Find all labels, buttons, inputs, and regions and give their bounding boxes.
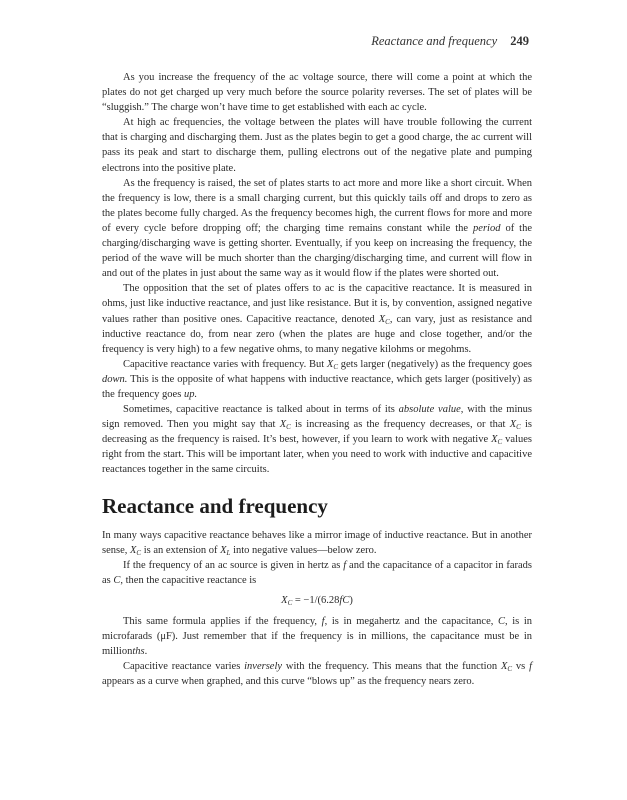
paragraph-3-text-b: of the charging/discharging wave is getting shorter. Eventually, if you keep on increasing the frequency, the period of the wave will be much shorter than the charging/discharging time, and current will flow in and out of the plates in just about the same way as it would flow if the plates were shorted out. xyxy=(102,222,532,280)
section-paragraph-4-text-d: appears as a curve when graphed, and this curve “blows up” as the frequency nears zero. xyxy=(102,676,475,688)
section-paragraph-1 xyxy=(102,528,532,558)
emphasis-period: period xyxy=(473,222,501,234)
page-number: 249 xyxy=(510,34,529,48)
section-paragraph-4-text-c: vs xyxy=(512,661,530,673)
symbol-xc: $X_C$ xyxy=(378,313,390,326)
section-paragraph-2-text-c: , then the capacitive reactance is xyxy=(120,574,257,586)
section-paragraph-1-text-b: is an extension of xyxy=(141,544,221,556)
paragraph-5-text-a: Capacitive reactance varies with frequency. But xyxy=(123,358,327,370)
section-paragraph-3 xyxy=(102,614,532,659)
section-paragraph-2 xyxy=(102,558,532,588)
section-paragraph-4 xyxy=(102,659,532,689)
paragraph-6-text-b: with the minus sign removed. Then you might say that xyxy=(102,404,532,431)
body-text xyxy=(102,70,532,689)
symbol-xc: $X_C$ xyxy=(281,594,293,607)
symbol-f: f xyxy=(343,559,347,571)
paragraph-4 xyxy=(102,281,532,356)
paragraph-2: At high ac frequencies, the voltage between the plates will have trouble following the current that is charging and discharging them. Just as the plates begin to get a good charge, the ac current will pass its peak and start to discharge them, pulling electrons out of the negative plate and pumping electrons into the positive plate. xyxy=(102,117,532,174)
paragraph-1: As you increase the frequency of the ac voltage source, there will come a point at which the plates do not get charged up very much before the source polarity reverses. The set of plates will be “sluggish.” The charge won’t have time to get established with each ac cycle. xyxy=(102,72,532,114)
paragraph-6-text-e: values right from the start. This will be important later, when you need to work with inductive and capacitive reactances together in the same circuits. xyxy=(102,434,532,476)
section-paragraph-4-text-b: with the frequency. This means that the function xyxy=(282,661,501,673)
paragraph-6-text-d: is decreasing as the frequency is raised. It’s best, however, if you learn to work with negative xyxy=(102,419,532,446)
paragraph-3 xyxy=(102,176,532,282)
symbol-c: C xyxy=(113,574,121,586)
paragraph-6 xyxy=(102,402,532,477)
section-paragraph-3-text-c: , is in microfarads (μF). Just remember that if the frequency is in millions, the capacitance must be in million xyxy=(102,615,533,658)
running-header xyxy=(371,34,529,49)
formula-close: ) xyxy=(349,594,353,606)
paragraph-4-text-b: , can vary, just as resistance and inductive reactance do, from near zero (when the plates are huge and close together, and/or the frequency is very high) to a few negative ohms, to many negative kilohms or megohms. xyxy=(102,313,532,355)
symbol-xl: $X_L$ xyxy=(220,544,231,557)
emphasis-up: up. xyxy=(183,388,198,400)
paragraph-6-text-c: is increasing as the frequency decreases, or that xyxy=(290,419,510,431)
section-paragraph-3-text-b: , is in megahertz and the capacitance, xyxy=(324,615,498,627)
paragraph-4-text-a: The opposition that the set of plates offers to ac is the capacitive reactance. It is measured in ohms, just like inductive reactance, and just like resistance. But it is, by convention, assigned negative values rather than positive ones. Capacitive reactance, denoted xyxy=(102,283,532,325)
symbol-xc: $X_C$ xyxy=(500,661,513,674)
symbol-xc: $X_C$ xyxy=(509,419,521,432)
emphasis-inversely: inversely xyxy=(244,661,283,673)
symbol-xc: $X_C$ xyxy=(326,358,338,371)
symbol-c: C xyxy=(342,594,350,606)
paragraph-3-text-a: As the frequency is raised, the set of plates starts to act more and more like a short circuit. When the frequency is low, there is a small charging current, but this quickly tails off and drops to zero as the plates become fully charged. As the frequency becomes high, the current flows for more and more of every cycle before dropping off; the charging time remains constant while the xyxy=(102,177,532,234)
symbol-xc: $X_C$ xyxy=(279,419,291,432)
paragraph-6-text-a: Sometimes, capacitive reactance is talked about in terms of its xyxy=(123,404,399,416)
formula-rhs: = −1/(6.28 xyxy=(292,594,340,606)
paragraph-5-text-c: This is the opposite of what happens with inductive reactance, which gets larger (positively) as the frequency goes xyxy=(102,373,532,400)
symbol-xc: $X_C$ xyxy=(491,434,503,447)
section-paragraph-3-text-a: This same formula applies if the frequency, xyxy=(123,615,322,627)
section-paragraph-4-text-a: Capacitive reactance varies xyxy=(123,661,245,673)
paragraph-5 xyxy=(102,357,532,402)
symbol-xc: $X_C$ xyxy=(130,544,142,557)
running-header-title: Reactance and frequency xyxy=(371,34,498,48)
emphasis-down: down. xyxy=(102,373,128,385)
section-paragraph-1-text-a: In many ways capacitive reactance behaves like a mirror image of inductive reactance. But in another sense, xyxy=(102,529,532,556)
formula-capacitive-reactance xyxy=(102,593,532,608)
section-paragraph-2-text-a: If the frequency of an ac source is given in hertz as xyxy=(123,559,344,571)
paragraph-5-text-b: gets larger (negatively) as the frequency goes xyxy=(337,358,532,370)
symbol-f: f xyxy=(529,661,532,673)
emphasis-absolute-value: absolute value, xyxy=(398,404,464,416)
symbol-f: f xyxy=(339,594,343,606)
section-paragraph-3-text-d: . xyxy=(144,646,148,658)
section-paragraph-1-text-c: into negative values—below zero. xyxy=(230,544,377,556)
section-heading: Reactance and frequency xyxy=(102,493,328,518)
section-paragraph-2-text-b: and the capacitance of a capacitor in farads as xyxy=(102,559,532,586)
symbol-f: f xyxy=(321,615,325,627)
emphasis-ths: ths xyxy=(132,646,145,658)
symbol-c: C xyxy=(497,615,505,627)
